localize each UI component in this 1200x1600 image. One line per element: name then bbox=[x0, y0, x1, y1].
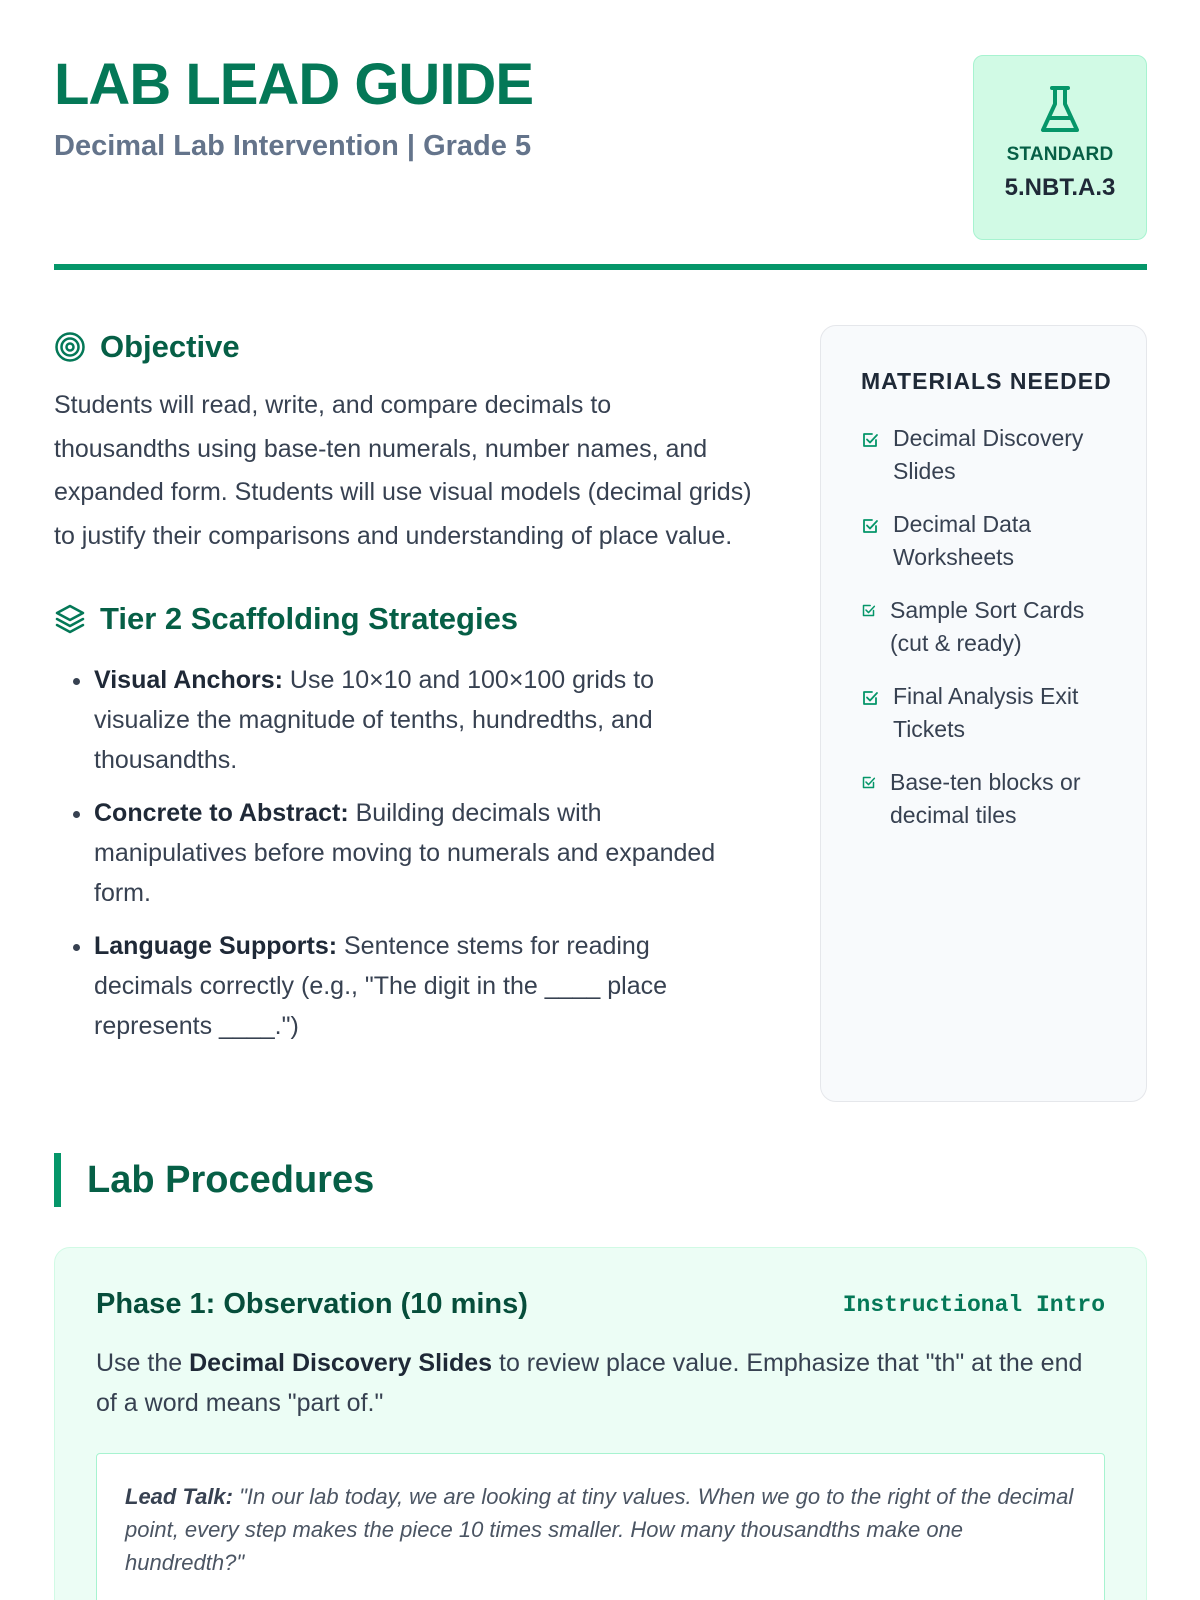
flask-icon bbox=[1038, 84, 1082, 136]
material-label: Decimal Data Worksheets bbox=[893, 511, 1032, 570]
phase-header bbox=[96, 1288, 1105, 1321]
standard-value: 5.NBT.A.3 bbox=[1004, 174, 1116, 201]
list-item bbox=[861, 508, 1116, 574]
layers-icon bbox=[54, 603, 86, 635]
material-label: Final Analysis Exit Tickets bbox=[893, 683, 1079, 742]
checkbox-icon bbox=[861, 689, 879, 707]
list-item bbox=[94, 660, 754, 780]
objective-heading-text: Objective bbox=[100, 329, 240, 364]
strategy-text: Building decimals with manipulatives before moving to numerals and expanded form. bbox=[94, 799, 716, 907]
phase-title: Phase 1: Observation (10 mins) bbox=[96, 1288, 528, 1320]
checkbox-icon bbox=[861, 775, 876, 790]
phase-1-card bbox=[54, 1247, 1147, 1600]
materials-list bbox=[861, 422, 1116, 832]
standard-label: STANDARD bbox=[1006, 144, 1114, 165]
phase-description bbox=[96, 1343, 1105, 1423]
phase-text-after: to review place value. Emphasize that "th" at the end of a word means "part of." bbox=[96, 1349, 1083, 1417]
standard-badge bbox=[973, 55, 1147, 240]
page-subtitle: Decimal Lab Intervention | Grade 5 bbox=[54, 130, 532, 162]
list-item bbox=[861, 422, 1116, 488]
material-label: Decimal Discovery Slides bbox=[893, 425, 1084, 484]
list-item bbox=[94, 926, 754, 1046]
objective-heading bbox=[54, 326, 754, 368]
list-item bbox=[861, 594, 1116, 660]
lead-talk-box bbox=[96, 1453, 1105, 1600]
lead-talk-text: "In our lab today, we are looking at tiny values. When we go to the right of the decimal point, every step makes the piece 10 times smaller. How many thousandths make one hundredth?" bbox=[125, 1484, 1074, 1575]
checkbox-icon bbox=[861, 603, 876, 618]
strategy-list bbox=[54, 660, 754, 1046]
phase-text-bold: Decimal Discovery Slides bbox=[189, 1349, 493, 1377]
checkbox-icon bbox=[861, 517, 879, 535]
material-label: Sample Sort Cards (cut & ready) bbox=[890, 597, 1085, 656]
objective-text: Students will read, write, and compare decimals to thousandths using base-ten numerals, number names, and expanded form. Students will use visual models (decimal grids) to justify their comparisons and understanding of place value. bbox=[54, 391, 752, 550]
lab-procedures-heading: Lab Procedures bbox=[54, 1153, 374, 1207]
target-icon bbox=[54, 331, 86, 363]
scaffolding-heading-text: Tier 2 Scaffolding Strategies bbox=[100, 601, 519, 636]
page-title: LAB LEAD GUIDE bbox=[54, 52, 533, 117]
strategy-label: Concrete to Abstract: bbox=[94, 799, 349, 827]
lead-talk-label: Lead Talk: bbox=[125, 1484, 233, 1509]
list-item bbox=[94, 793, 754, 913]
material-label: Base-ten blocks or decimal tiles bbox=[890, 769, 1081, 828]
scaffolding-heading bbox=[54, 598, 754, 640]
checkbox-icon bbox=[861, 431, 879, 449]
phase-tag: Instructional Intro bbox=[842, 1291, 1105, 1318]
materials-panel bbox=[820, 325, 1147, 1102]
header-divider bbox=[54, 264, 1147, 270]
list-item bbox=[861, 766, 1116, 832]
strategy-text: Sentence stems for reading decimals correctly (e.g., "The digit in the ____ place represents ____.") bbox=[94, 932, 668, 1040]
main-column bbox=[54, 326, 754, 1059]
materials-heading: MATERIALS NEEDED bbox=[861, 368, 1112, 394]
strategy-label: Visual Anchors: bbox=[94, 666, 283, 694]
page-header bbox=[54, 52, 1147, 272]
strategy-text: Use 10×10 and 100×100 grids to visualize the magnitude of tenths, hundredths, and thousandths. bbox=[94, 666, 655, 774]
phase-text-before: Use the bbox=[96, 1349, 190, 1377]
strategy-label: Language Supports: bbox=[94, 932, 338, 960]
list-item bbox=[861, 680, 1116, 746]
